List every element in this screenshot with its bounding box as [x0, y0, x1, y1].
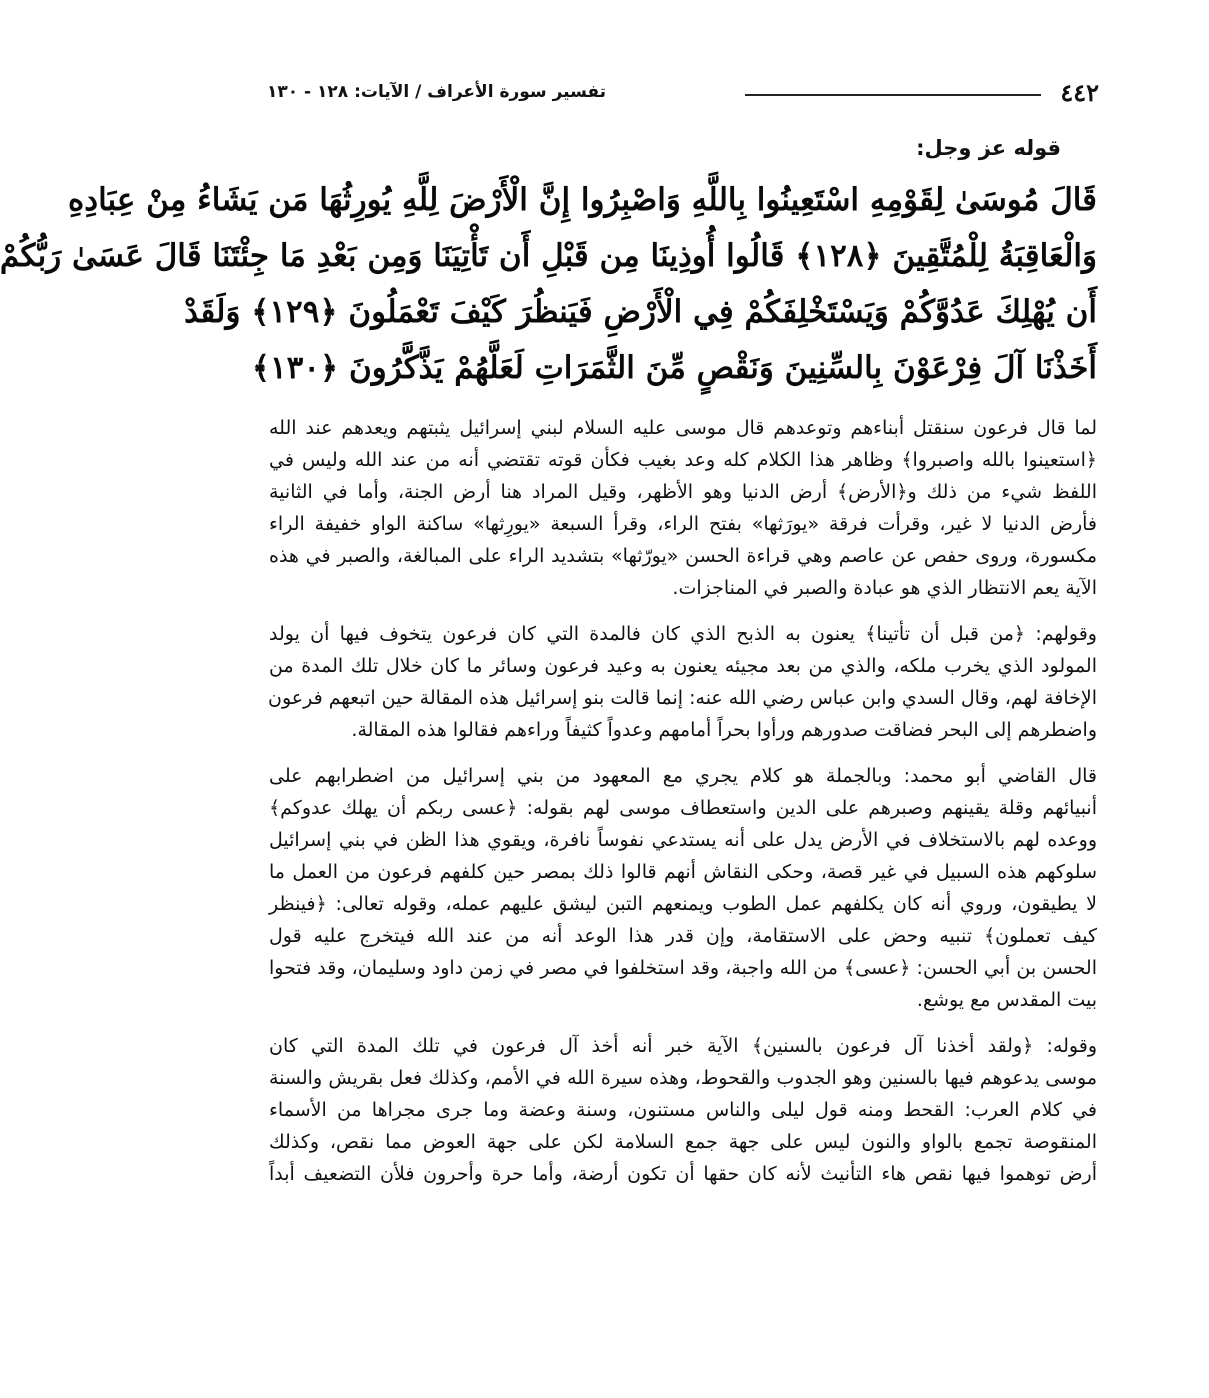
text-line: سلوكهم هذه السبيل في غير قصة، وحكى النقاش أنهم قالوا ذلك بمصر حين كلفهم فرعون من العمل ما: [269, 861, 1097, 883]
page-header: [267, 78, 1099, 108]
paragraph: [269, 618, 1097, 746]
text-line: في كلام العرب: القحط ومنه قول ليلى والناس مستنون، وسنة وعضة وما جرى مجراها من الأسماء: [269, 1099, 1097, 1121]
verse-intro-label: قوله عز وجل:: [916, 136, 1061, 160]
text-line: المنقوصة تجمع بالواو والنون ليس على جهة جمع السلامة لكن على جهة العوض مما نقص، وكذلك: [269, 1131, 1097, 1153]
text-line: فأرض الدنيا لا غير، وقرأت فرقة «يورَثها» بفتح الراء، وقرأ السبعة «يورِثها» ساكنة الواو خفيفة الراء: [269, 513, 1097, 535]
commentary-body: [269, 412, 1097, 1204]
quran-verses-block: [0, 172, 1097, 396]
text-line: المولود الذي يخرب ملكه، والذي من بعد مجيئه يعنون به وعيد فرعون وسائر ما كان خلال تلك المدة من: [269, 655, 1097, 677]
quran-line: قَالَ مُوسَىٰ لِقَوْمِهِ اسْتَعِينُوا بِاللَّهِ وَاصْبِرُوا إِنَّ الْأَرْضَ لِلَّهِ يُورِثُهَا مَن يَشَاءُ مِنْ عِبَادِهِ: [68, 182, 1097, 218]
text-line: ﴿استعينوا بالله واصبروا﴾ وظاهر هذا الكلام كله وعد بغيب فكأن قوته تقتضي أنه من عند الله وليس في: [269, 449, 1097, 471]
text-line: وقولهم: ﴿من قبل أن تأتينا﴾ يعنون به الذبح الذي كان فالمدة التي كان فرعون يتخوف فيها أن يولد: [269, 623, 1097, 645]
text-line: أرض توهموا فيها نقص هاء التأنيث لأنه كان حقها أن تكون أرضة، وأما حرة وأحرون فلأن التضعيف أبداً: [269, 1163, 1097, 1185]
text-line: الحسن بن أبي الحسن: ﴿عسى﴾ من الله واجبة، وقد استخلفوا في مصر في زمن داود وسليمان، وقد فتحوا: [269, 957, 1097, 979]
quran-line: أَن يُهْلِكَ عَدُوَّكُمْ وَيَسْتَخْلِفَكُمْ فِي الْأَرْضِ فَيَنظُرَ كَيْفَ تَعْمَلُونَ ﴿١٢٩﴾ وَلَقَدْ: [184, 294, 1097, 330]
running-title: تفسير سورة الأعراف / الآيات: ١٢٨ - ١٣٠: [267, 82, 607, 102]
text-line: ووعده لهم بالاستخلاف في الأرض يدل على أنه يستدعي نفوساً نافرة، ويقوي هذا الظن في بني إسرائيل: [269, 829, 1097, 851]
quran-line: وَالْعَاقِبَةُ لِلْمُتَّقِينَ ﴿١٢٨﴾ قَالُوا أُوذِينَا مِن قَبْلِ أَن تَأْتِيَنَا وَمِن بَعْدِ مَا جِئْتَنَا قَالَ عَسَىٰ رَبُّكُمْ: [0, 238, 1097, 274]
paragraph: [269, 412, 1097, 604]
text-line: بيت المقدس مع يوشع.: [916, 989, 1097, 1011]
text-line: قال القاضي أبو محمد: وبالجملة هو كلام يجري مع المعهود من بني إسرائيل من اضطرابهم على: [269, 765, 1097, 787]
page-number: ٤٤٢: [1060, 78, 1099, 107]
text-line: الآية يعم الانتظار الذي هو عبادة والصبر في المناجزات.: [672, 577, 1097, 599]
text-line: واضطرهم إلى البحر فضاقت صدورهم ورأوا بحراً أمامهم وعدواً كثيفاً وراءهم فقالوا هذه المقالة.: [351, 719, 1097, 741]
header-rule: [745, 94, 1041, 96]
text-line: موسى يدعوهم فيها بالسنين وهو الجدوب والقحوط، وهذه سيرة الله في الأمم، وكذلك فعل بقريش والسنة: [269, 1067, 1097, 1089]
paragraph: [269, 1030, 1097, 1190]
text-line: الإخافة لهم، وقال السدي وابن عباس رضي الله عنه: إنما قالت بنو إسرائيل هذه المقالة حين اتبعهم فرعون: [268, 687, 1097, 709]
text-line: أنبيائهم وقلة يقينهم وصبرهم على الدين واستعطاف موسى لهم بقوله: ﴿عسى ربكم أن يهلك عدوكم﴾: [269, 797, 1097, 819]
quran-line: أَخَذْنَا آلَ فِرْعَوْنَ بِالسِّنِينَ وَنَقْصٍ مِّنَ الثَّمَرَاتِ لَعَلَّهُمْ يَذَّكَّرُونَ ﴿١٣٠﴾: [251, 350, 1097, 386]
text-line: وقوله: ﴿ولقد أخذنا آل فرعون بالسنين﴾ الآية خبر أنه أخذ آل فرعون في تلك المدة التي كان: [269, 1035, 1097, 1057]
text-line: لا يطيقون، وروي أنه كان يكلفهم عمل الطوب ويمنعهم التبن ليشق عليهم عمله، وقوله تعالى: ﴿فينظر: [269, 893, 1097, 915]
text-line: لما قال فرعون سنقتل أبناءهم وتوعدهم قال موسى عليه السلام لبني إسرائيل يثبتهم ويعدهم عند الله: [269, 417, 1097, 439]
text-line: كيف تعملون﴾ تنبيه وحض على الاستقامة، وإن قدر هذا الوعد أنه من عند الله فيتخرج عليه قول: [269, 925, 1097, 947]
paragraph: [269, 760, 1097, 1016]
text-line: مكسورة، وروى حفص عن عاصم وهي قراءة الحسن «يورّثها» بتشديد الراء على المبالغة، والصبر في هذه: [269, 545, 1097, 567]
text-line: اللفظ شيء من ذلك و﴿الأرض﴾ أرض الدنيا وهو الأظهر، وقيل المراد هنا أرض الجنة، وأما في الثانية: [269, 481, 1097, 503]
